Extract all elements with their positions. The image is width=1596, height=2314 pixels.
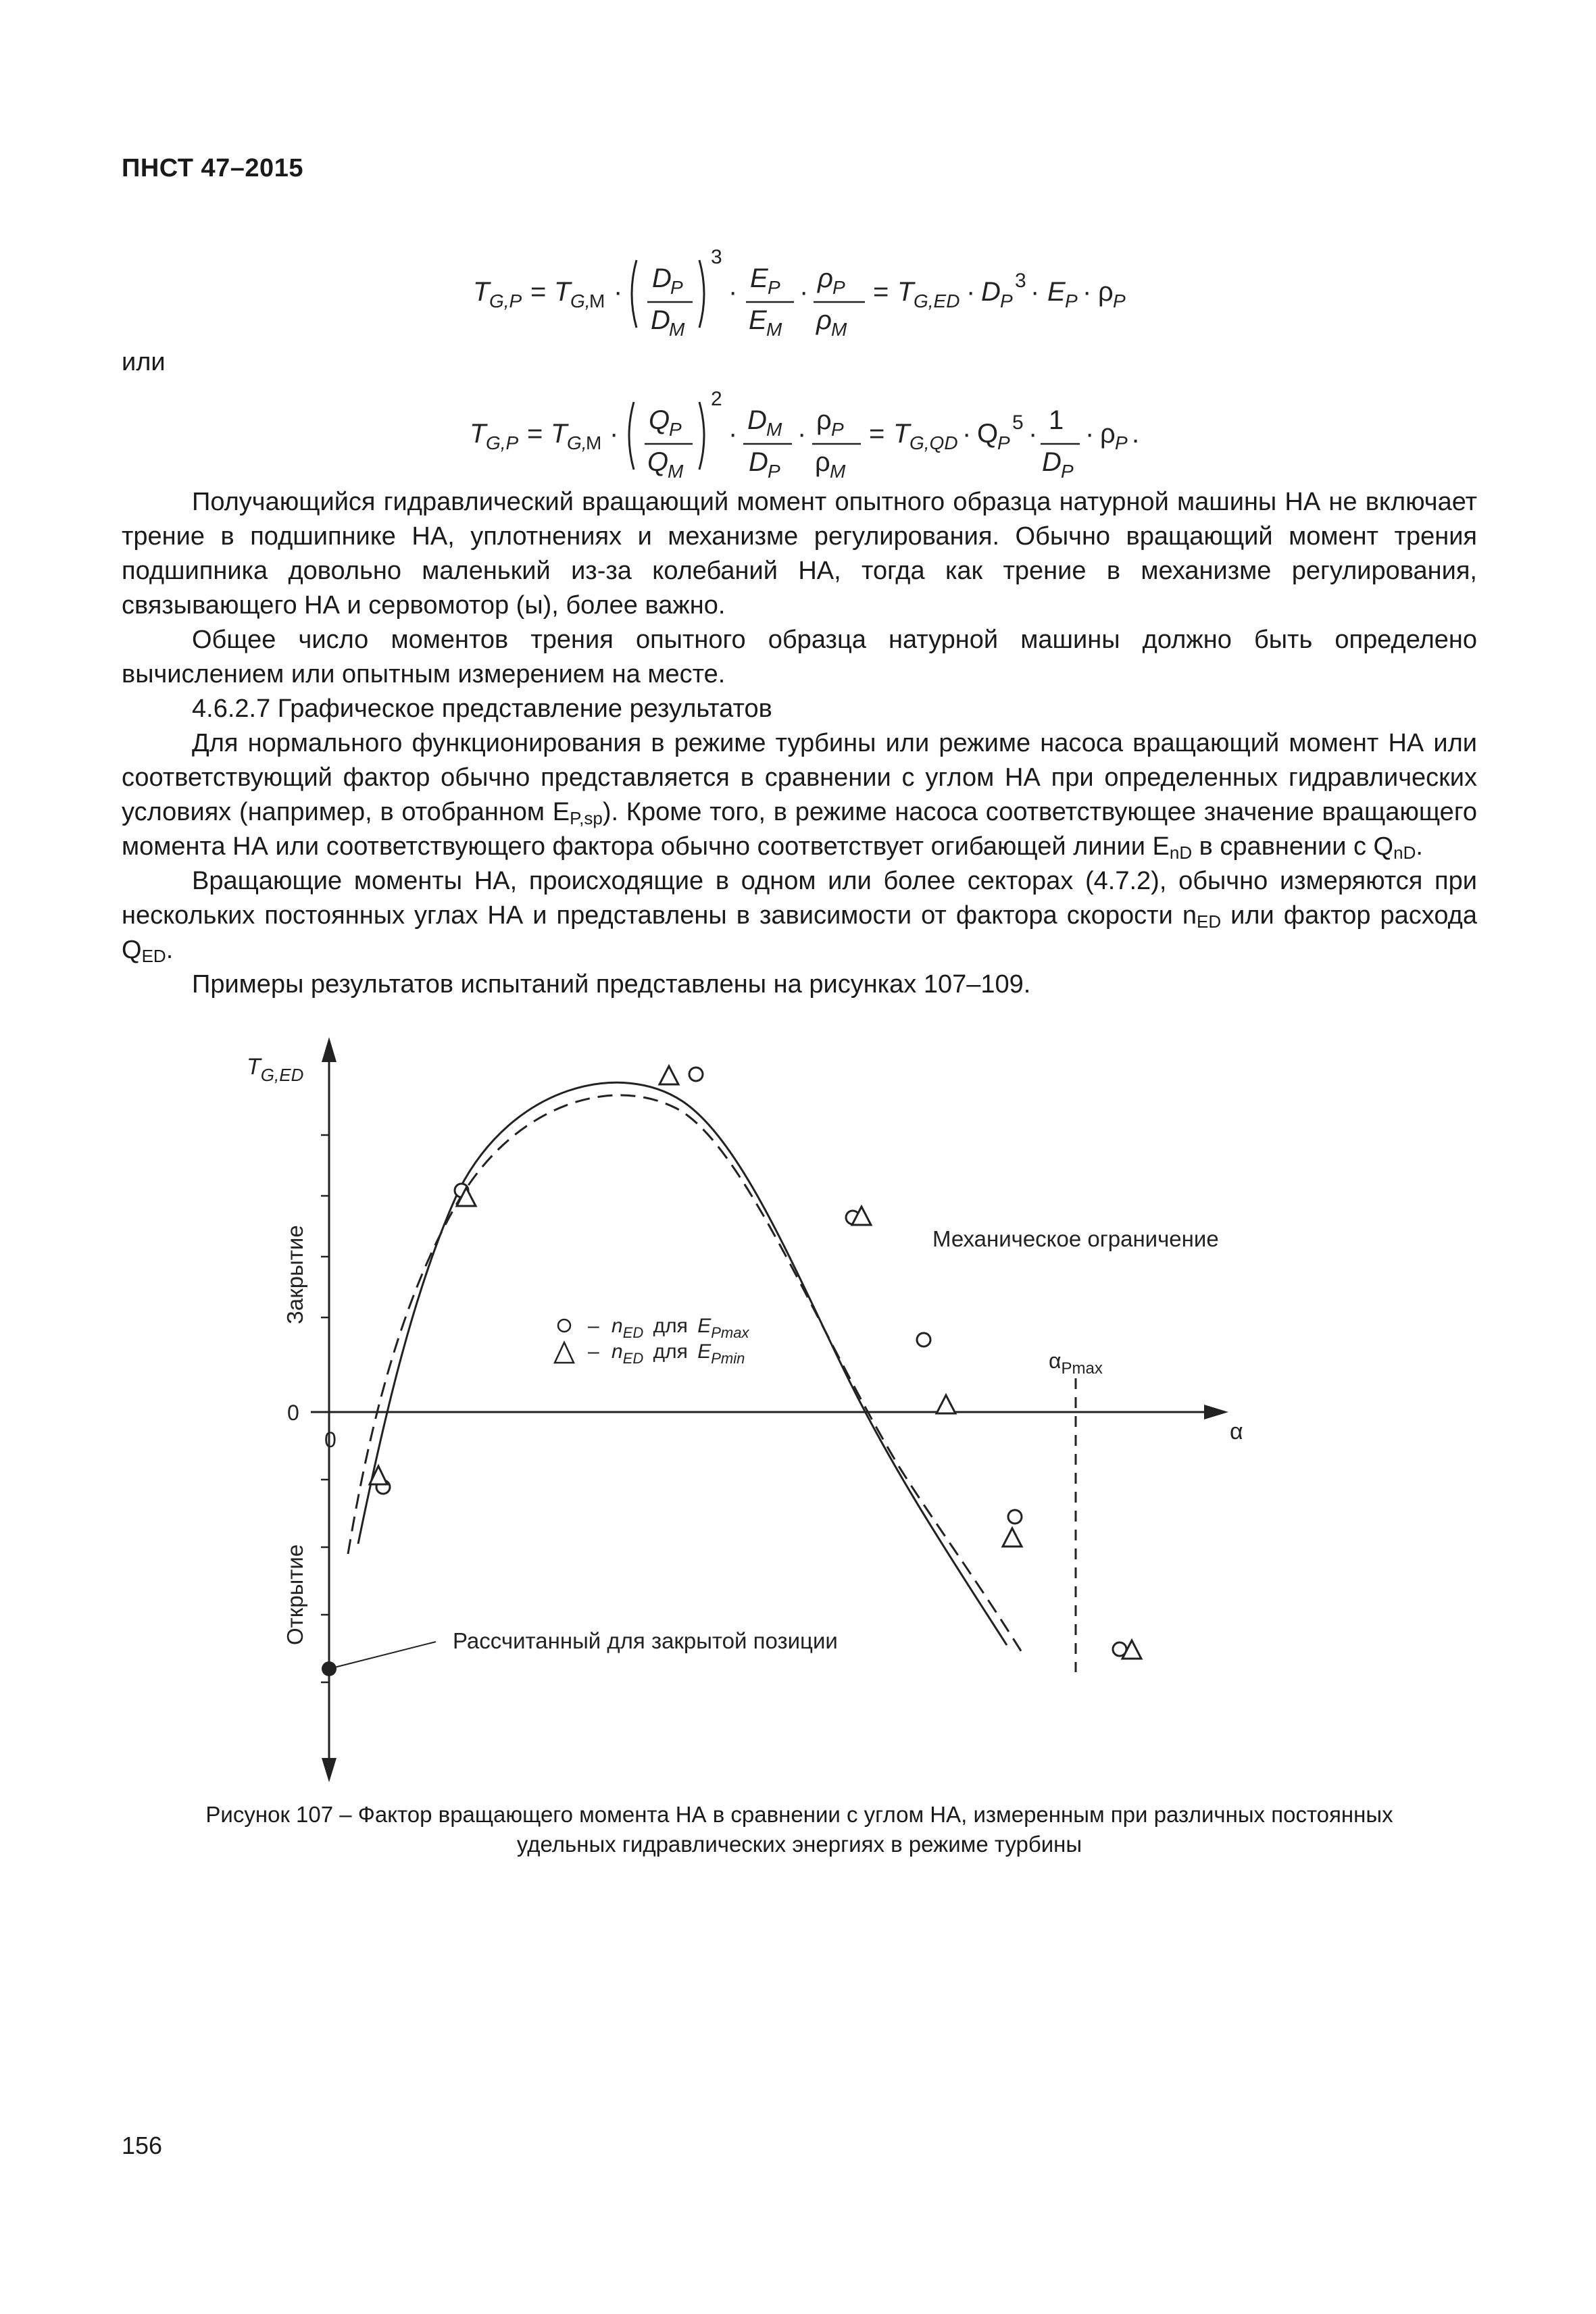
svg-text:T: T	[554, 277, 571, 307]
svg-text:=: =	[869, 419, 885, 449]
svg-text:Q: Q	[977, 419, 999, 449]
paragraph: Примеры результатов испытаний представлены на рисунках 107–109.	[192, 970, 1031, 999]
svg-text:·: ·	[1030, 277, 1040, 307]
svg-text:M: M	[669, 319, 685, 340]
svg-text:E: E	[750, 263, 768, 293]
svg-text:P: P	[1000, 291, 1013, 311]
svg-text:ρ: ρ	[1100, 419, 1116, 449]
svg-text:M: M	[766, 419, 782, 440]
svg-text:G,: G,	[567, 432, 587, 453]
svg-text:P: P	[832, 277, 845, 298]
page-number: 156	[122, 2132, 163, 2159]
svg-text:D: D	[652, 263, 672, 293]
svg-text:5: 5	[1012, 411, 1024, 434]
svg-text:T: T	[473, 277, 490, 307]
svg-text:ρ: ρ	[816, 305, 832, 335]
svg-text:·: ·	[1082, 277, 1092, 307]
svg-text:M: M	[589, 291, 605, 311]
svg-text:P: P	[1061, 461, 1074, 482]
figure-caption	[122, 1800, 1477, 1859]
legend-circle-icon	[558, 1319, 570, 1332]
legend-item-epmax: – $n_{ED}$ для $E_{Pmax}$	[588, 1315, 749, 1341]
formula-torque-energy	[459, 240, 1149, 341]
svg-text:·: ·	[1085, 419, 1095, 449]
svg-text:2: 2	[711, 388, 722, 410]
svg-text:T: T	[470, 419, 487, 449]
svg-text:M: M	[831, 319, 847, 340]
svg-text:·: ·	[609, 419, 619, 449]
svg-text:M: M	[668, 461, 684, 482]
zero-y-label: 0	[287, 1401, 299, 1425]
svg-text:1: 1	[1049, 405, 1064, 435]
svg-text:M: M	[766, 319, 782, 340]
svg-text:·: ·	[614, 277, 623, 307]
svg-text:G,: G,	[570, 291, 591, 311]
body-text	[122, 485, 1477, 1002]
svg-text:=: =	[527, 419, 543, 449]
svg-text:·: ·	[799, 277, 809, 307]
svg-text:T: T	[893, 419, 910, 449]
svg-text:G,P: G,P	[486, 432, 519, 453]
svg-text:D: D	[1042, 447, 1062, 477]
y-axis-label: $T_{G,ED}$	[247, 1054, 304, 1085]
caption-line-1: Рисунок 107 – Фактор вращающего момента НА в сравнении с углом НА, измеренным при различных постоянных	[205, 1802, 1393, 1827]
svg-text:M: M	[830, 461, 846, 482]
svg-text:ρ: ρ	[1098, 277, 1114, 307]
paragraph: Общее число моментов трения опытного образца натурной машины должно быть определено вычислением или опытным измерением на месте.	[122, 626, 1477, 688]
svg-text:D: D	[981, 277, 1001, 307]
paragraph: Вращающие моменты НА, происходящие в одном или более секторах (4.7.2), обычно измеряются при нескольких постоянных углах НА и представлены в зависимости от фактора скорости $n_{ED}$ или фактор расхода $Q_{ED}$.	[122, 867, 1477, 966]
formula-torque-discharge	[459, 382, 1149, 483]
svg-text:T: T	[897, 277, 914, 307]
svg-text:P: P	[670, 277, 683, 298]
svg-text:D: D	[747, 405, 767, 435]
calculated-label: Рассчитанный для закрытой позиции	[453, 1628, 838, 1653]
svg-text:P: P	[1065, 291, 1078, 311]
svg-text:Q: Q	[649, 405, 670, 435]
calculated-leader	[329, 1642, 436, 1669]
point-triangle	[1003, 1528, 1022, 1546]
x-axis-arrow	[1204, 1405, 1228, 1419]
zero-x-label: 0	[324, 1428, 336, 1452]
svg-text:P: P	[1115, 432, 1128, 453]
or-word: или	[122, 348, 166, 376]
svg-text:.: .	[1132, 419, 1140, 449]
caption-line-2: удельных гидравлических энергиях в режиме турбины	[516, 1832, 1082, 1857]
svg-text:M: M	[586, 432, 602, 453]
y-axis-arrow-top	[322, 1037, 336, 1062]
svg-text:·: ·	[728, 277, 738, 307]
point-triangle	[659, 1066, 678, 1084]
section-heading: 4.6.2.7 Графическое представление результатов	[192, 695, 772, 723]
svg-text:·: ·	[797, 419, 807, 449]
svg-text:=: =	[873, 277, 889, 307]
svg-text:ρ: ρ	[816, 405, 832, 435]
svg-text:G,P: G,P	[489, 291, 522, 311]
legend-triangle-icon	[555, 1342, 574, 1363]
svg-text:T: T	[551, 419, 568, 449]
point-circle	[917, 1333, 930, 1347]
svg-text:D: D	[651, 305, 670, 335]
svg-text:E: E	[749, 305, 767, 335]
paragraph: Получающийся гидравлический вращающий момент опытного образца натурной машины НА не включает трение в подшипнике НА, уплотнениях и механизме регулирования. Обычно вращающий момент трения подшипника довольно маленький из-за колебаний НА, тогда как трение в механизме регулирования, связывающего НА и сервомотор (ы), более важно.	[122, 488, 1477, 620]
curve-epmin	[348, 1095, 1024, 1655]
svg-text:G,QD: G,QD	[909, 432, 958, 453]
svg-text:=: =	[530, 277, 547, 307]
point-triangle	[937, 1395, 955, 1413]
svg-text:G,ED: G,ED	[914, 291, 960, 311]
svg-text:3: 3	[1015, 270, 1026, 292]
curve-epmax	[358, 1082, 1007, 1645]
svg-text:·: ·	[1028, 419, 1038, 449]
svg-text:·: ·	[966, 277, 976, 307]
point-circle	[689, 1067, 703, 1081]
paragraph: Для нормального функционирования в режиме турбины или режиме насоса вращающий момент НА или соответствующий фактор обычно представляется в сравнении с углом НА при определенных гидравлических условиях (например, в отобранном $E_{P,sp}$). Кроме того, в режиме насоса соответствующее значение вращающего момента НА или соответствующего фактора обычно соответствует огибающей линии $E_{nD}$ в сравнении с $Q_{nD}$.	[122, 729, 1477, 863]
mech-limit-label: Механическое ограничение	[932, 1226, 1219, 1251]
document-id: ПНСТ 47–2015	[122, 154, 303, 182]
svg-text:Q: Q	[647, 447, 669, 477]
figure-107	[247, 1034, 1270, 1784]
svg-text:P: P	[768, 277, 780, 298]
opening-label: Открытие	[282, 1544, 307, 1645]
legend	[555, 1315, 749, 1368]
svg-text:P: P	[997, 432, 1010, 453]
svg-text:P: P	[1113, 291, 1126, 311]
y-axis-arrow-bottom	[322, 1758, 336, 1782]
legend-item-epmin: – $n_{ED}$ для $E_{Pmin}$	[588, 1340, 745, 1367]
svg-text:ρ: ρ	[818, 263, 833, 293]
svg-text:3: 3	[711, 246, 722, 268]
svg-text:·: ·	[728, 419, 738, 449]
svg-text:E: E	[1047, 277, 1066, 307]
svg-text:P: P	[831, 419, 844, 440]
svg-text:·: ·	[962, 419, 972, 449]
closing-label: Закрытие	[282, 1225, 307, 1324]
svg-text:ρ: ρ	[815, 447, 830, 477]
svg-text:P: P	[669, 419, 682, 440]
svg-text:D: D	[749, 447, 768, 477]
alpha-pmax-label: $\alpha_{Pmax}$	[1049, 1349, 1103, 1378]
x-axis-label: α	[1230, 1419, 1243, 1444]
svg-text:P: P	[768, 461, 780, 482]
point-circle	[1008, 1510, 1022, 1524]
